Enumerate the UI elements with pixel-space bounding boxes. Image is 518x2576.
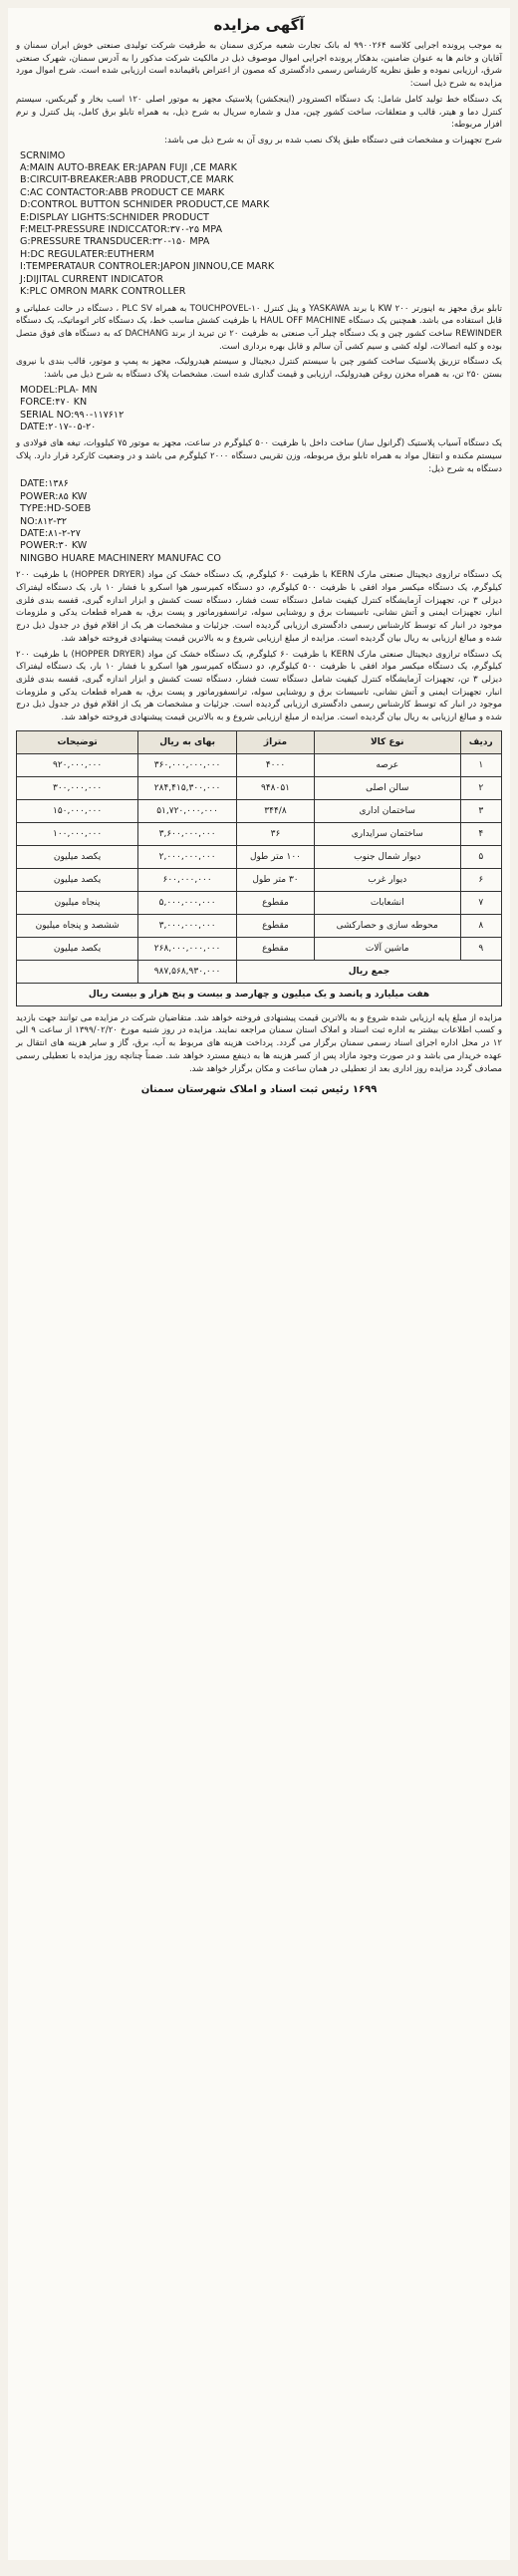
spec-line: POWER:۸۵ KW <box>20 490 88 502</box>
table-cell: دیوار غرب <box>314 868 460 891</box>
table-cell: ۹۲۰,۰۰۰,۰۰۰ <box>17 753 138 776</box>
table-cell: ۱۰۰ متر طول <box>237 845 315 868</box>
total-spacer <box>17 960 138 983</box>
footer-paragraph: مزایده از مبلغ پایه ارزیابی شده شروع و به بالاترین قیمت پیشنهادی فروخته خواهد شد. متقاضیان شرکت در مزایده می توانند جهت بازدید و کسب اطلاعات بیشتر به اداره ثبت اسناد و املاک استان سمنان مراجعه نمایند. مزایده در روز شنبه مورخ ۱۳۹۹/۰۲/۲۰ از ساعت ۹ الی ۱۲ در محل اداره اجرای اسناد رسمی سمنان برگزار می گردد. پرداخت هزینه های مربوط به آب، برق، گاز و سایر هزینه های انتقال بر عهده خریدار می باشد و در صورت وجود مازاد پس از کسر هزینه ها به ذینفع مسترد خواهد شد. ضمناً چنانچه روز مزایده با تعطیلی رسمی مصادف گردد مزایده روز اداری بعد از تعطیلی در همان ساعت و مکان برگزار خواهد شد. <box>16 1012 503 1074</box>
table-cell: ۳ <box>460 799 501 822</box>
table-cell: ۷ <box>460 891 501 914</box>
notice-title: آگهی مزایده <box>213 16 305 34</box>
table-cell: عرصه <box>314 753 460 776</box>
table-cell: دیوار شمال جنوب <box>314 845 460 868</box>
table-cell: ششصد و پنجاه میلیون <box>17 914 138 937</box>
table-cell: ۳,۰۰۰,۰۰۰,۰۰۰ <box>138 914 237 937</box>
table-row <box>17 776 502 799</box>
assets-table-wrap <box>16 730 502 1006</box>
table-cell: مقطوع <box>237 937 315 960</box>
spec-line: A:MAIN AUTO-BREAK ER:JAPAN FUJI ,CE MARK <box>20 162 237 174</box>
table-cell: سالن اصلی <box>314 776 460 799</box>
table-cell: ساختمان اداری <box>314 799 460 822</box>
table-header-cell: توضیحات <box>17 730 138 753</box>
spec-list-2 <box>16 385 502 434</box>
table-cell: ۱ <box>460 753 501 776</box>
table-row <box>17 753 502 776</box>
spec-line: NINGBO HUARE MACHINERY MANUFAC CO <box>20 552 221 564</box>
table-cell: ۳۶۰,۰۰۰,۰۰۰,۰۰۰ <box>138 753 237 776</box>
spec-line: I:TEMPERATAUR CONTROLER:JAPON JINNOU,CE MARK <box>20 261 275 273</box>
table-cell: ۹ <box>460 937 501 960</box>
table-cell: پنجاه میلیون <box>17 891 138 914</box>
table-cell: یکصد میلیون <box>17 845 138 868</box>
spec-line: J:DIJITAL CURRENT INDICATOR <box>20 273 164 285</box>
body-paragraph: یک دستگاه ترازوی دیجیتال صنعتی مارک KERN با ظرفیت ۶۰ کیلوگرم، یک دستگاه خشک کن مواد (HOPPER DRYER) با ظرفیت ۲۰۰ کیلوگرم، یک دستگاه میکسر مواد افقی با ظرفیت ۵۰۰ کیلوگرم، دو دستگاه کمپرسور هوا اسکرو با فشار ۱۰ بار، یک دستگاه لیفتراک دیزلی ۳ تن، تجهیزات آزمایشگاه کنترل کیفیت شامل دستگاه تست فشار، دستگاه تست کشش و ابزار اندازه گیری، قفسه بندی فلزی انبار، تجهیزات ایمنی و آتش نشانی، تاسیسات برق و روشنایی سوله، ترانسفورماتور و پست برق، به همراه قطعات یدکی و ملزومات موجود در انبار که توسط کارشناس رسمی دادگستری ارزیابی گردیده است. جزئیات و مشخصات هر یک از اقلام فوق در جدول ذیل درج شده و مبالغ ارزیابی به ریال بیان گردیده است. مزایده از مبلغ ارزیابی شروع و به بالاترین قیمت پیشنهادی فروخته خواهد شد. <box>16 570 502 644</box>
table-row <box>17 937 502 960</box>
table-row <box>17 868 502 891</box>
table-cell: ۳,۶۰۰,۰۰۰,۰۰۰ <box>138 822 237 845</box>
spec-line: TYPE:HD-SOEB <box>20 503 92 515</box>
table-cell: ۶۰۰,۰۰۰,۰۰۰ <box>138 868 237 891</box>
table-header-row <box>17 730 502 753</box>
table-cell: ۲۶۸,۰۰۰,۰۰۰,۰۰۰ <box>138 937 237 960</box>
table-row <box>17 799 502 822</box>
table-total-row <box>17 960 502 983</box>
table-cell: ۱۰۰,۰۰۰,۰۰۰ <box>17 822 138 845</box>
table-cell: ۵,۰۰۰,۰۰۰,۰۰۰ <box>138 891 237 914</box>
signature: ۱۶۹۹ رئیس ثبت اسناد و املاک شهرستان سمنان <box>140 1083 378 1095</box>
table-cell: ۳۶ <box>237 822 315 845</box>
total-value: ۹۸۷,۵۶۸,۹۳۰,۰۰۰ <box>138 960 237 983</box>
spec-line: MODEL:PLA- MN <box>20 384 98 396</box>
table-cell: یکصد میلیون <box>17 868 138 891</box>
table-cell: ۲ <box>460 776 501 799</box>
table-row <box>17 914 502 937</box>
spec-line: SCRNIMO <box>20 149 66 161</box>
intro-paragraph: یک دستگاه خط تولید کامل شامل: یک دستگاه اکسترودر (اینجکشن) پلاستیک مجهز به موتور اصلی ۱۲۰ اسب بخار و گیربکس، سیستم کنترل دما و هیتر، قالب و متعلقات، ساخت کشور چین، مدل و شماره سریال به شرح ذیل، به همراه تابلو برق کامل، پنل کنترل و نرم افزار مربوطه: <box>16 94 502 131</box>
table-header-cell: ردیف <box>460 730 501 753</box>
table-cell: ۳۰ متر طول <box>237 868 315 891</box>
table-row <box>17 845 502 868</box>
table-header-cell: نوع کالا <box>314 730 460 753</box>
table-cell: ساختمان سرایداری <box>314 822 460 845</box>
table-cell: یکصد میلیون <box>17 937 138 960</box>
spec-line: DATE:۱۳۸۶ <box>20 478 69 490</box>
spec-line: C:AC CONTACTOR:ABB PRODUCT CE MARK <box>20 186 225 198</box>
spec-list-1 <box>16 150 502 299</box>
table-cell: ۸ <box>460 914 501 937</box>
table-row <box>17 822 502 845</box>
body-paragraph: تابلو برق مجهز به اینورتر KW ۲۰۰ با برند YASKAWA و پنل کنترل TOUCHPOVEL-۱۰ به همراه PLC SV ، دستگاه در حالت عملیاتی و قابل استفاده می باشد. همچنین یک دستگاه HAUL OFF MACHINE با ظرفیت کشش مناسب خط، یک دستگاه کاتر اتوماتیک، یک دستگاه REWINDER ساخت کشور چین و یک دستگاه چیلر آب صنعتی به ظرفیت ۲۰ تن تبرید از برند DACHANG که به دستگاه های فوق متصل بوده و کلیه اتصالات، لوله کشی و سیم کشی آن سالم و قابل بهره برداری است. <box>16 303 503 352</box>
table-cell: انشعابات <box>314 891 460 914</box>
table-cell: محوطه سازی و حصارکشی <box>314 914 460 937</box>
table-cell: مقطوع <box>237 914 315 937</box>
spec-line: F:MELT-PRESSURE INDICCATOR:۳۷۰-۲۵ MPA <box>20 224 223 236</box>
spec-line: DATE:۲۰۱۷-۰۵-۲۰ <box>20 421 97 432</box>
assets-table <box>16 730 502 1006</box>
spec-line: D:CONTROL BUTTON SCHNIDER PRODUCT,CE MARK <box>20 199 270 211</box>
table-cell: ۲,۰۰۰,۰۰۰,۰۰۰ <box>138 845 237 868</box>
intro-paragraph: شرح تجهیزات و مشخصات فنی دستگاه طبق پلاک نصب شده بر روی آن به شرح ذیل می باشد: <box>164 135 502 145</box>
newspaper-notice <box>8 8 510 2560</box>
spec-line: H:DC REGULATER:EUTHERM <box>20 248 154 260</box>
table-header-cell: متراژ <box>237 730 315 753</box>
spec-line: K:PLC OMRON MARK CONTROLLER <box>20 286 186 298</box>
table-row <box>17 891 502 914</box>
body-paragraph: یک دستگاه آسیاب پلاستیک (گرانول ساز) ساخت داخل با ظرفیت ۵۰۰ کیلوگرم در ساعت، مجهز به موتور ۷۵ کیلووات، تیغه های فولادی و سیستم مکنده و انتقال مواد به همراه تابلو برق مربوطه، وزن تقریبی دستگاه ۲۰۰۰ کیلوگرم می باشد و در وضعیت کارکرد قرار دارد. پلاک دستگاه به شرح ذیل: <box>16 438 502 474</box>
spec-list-3 <box>16 478 502 565</box>
table-cell: ۴ <box>460 822 501 845</box>
table-cell: ۳۴۴/۸ <box>237 799 315 822</box>
table-cell: ۵۱,۷۲۰,۰۰۰,۰۰۰ <box>138 799 237 822</box>
total-label: جمع ریال <box>237 960 502 983</box>
table-cell: ۶ <box>460 868 501 891</box>
spec-line: DATE:۸۱-۲-۲۷ <box>20 528 81 540</box>
spec-line: POWER:۳۰ KW <box>20 540 88 552</box>
table-cell: ۲۸۴,۴۱۵,۳۰۰,۰۰۰ <box>138 776 237 799</box>
table-header-cell: بهای به ریال <box>138 730 237 753</box>
table-cell: ۱۵۰,۰۰۰,۰۰۰ <box>17 799 138 822</box>
spec-line: B:CIRCUIT-BREAKER:ABB PRODUCT,CE MARK <box>20 174 234 186</box>
table-words-row <box>17 983 502 1005</box>
table-cell: ۴۰۰۰ <box>237 753 315 776</box>
body-paragraph: یک دستگاه تزریق پلاستیک ساخت کشور چین با سیستم کنترل دیجیتال و سیستم هیدرولیک، مجهز به پمپ و موتور، قالب بندی با نیروی بستن ۲۵۰ تن، به همراه مخزن روغن هیدرولیک، ارزیابی و قیمت گذاری شده است. مشخصات پلاک دستگاه به شرح ذیل می باشد: <box>16 357 502 381</box>
total-words: هفت میلیارد و پانصد و یک میلیون و چهارصد و بیست و پنج هزار و بیست ریال <box>17 983 502 1005</box>
spec-line: G:PRESSURE TRANSDUCER:۳۲۰-۱۵۰ MPA <box>20 236 210 248</box>
spec-line: SERIAL NO:۹۹۰-۱۱۷۶۱۲ <box>20 409 125 421</box>
table-cell: مقطوع <box>237 891 315 914</box>
table-cell: ۹۴۸۰۵۱ <box>237 776 315 799</box>
spec-line: E:DISPLAY LIGHTS:SCHNIDER PRODUCT <box>20 211 209 223</box>
table-cell: ماشین آلات <box>314 937 460 960</box>
body-paragraph: یک دستگاه ترازوی دیجیتال صنعتی مارک KERN با ظرفیت ۶۰ کیلوگرم، یک دستگاه خشک کن مواد (HOPPER DRYER) با ظرفیت ۲۰۰ کیلوگرم، یک دستگاه میکسر مواد افقی با ظرفیت ۵۰۰ کیلوگرم، دو دستگاه کمپرسور هوا اسکرو با فشار ۱۰ بار، یک دستگاه لیفتراک دیزلی ۳ تن، تجهیزات آزمایشگاه کنترل کیفیت شامل دستگاه تست فشار، دستگاه تست کشش و ابزار اندازه گیری، قفسه بندی فلزی انبار، تجهیزات ایمنی و آتش نشانی، تاسیسات برق و روشنایی سوله، ترانسفورماتور و پست برق، به همراه قطعات یدکی و ملزومات موجود در انبار که توسط کارشناس رسمی دادگستری ارزیابی گردیده است. جزئیات و مشخصات هر یک از اقلام فوق در جدول ذیل درج شده و مبالغ ارزیابی به ریال بیان گردیده است. مزایده از مبلغ ارزیابی شروع و به بالاترین قیمت پیشنهادی فروخته خواهد شد. <box>16 649 502 723</box>
table-cell: ۵ <box>460 845 501 868</box>
table-cell: ۳۰۰,۰۰۰,۰۰۰ <box>17 776 138 799</box>
spec-line: NO:۸۱۲-۳۲ <box>20 515 68 527</box>
spec-line: FORCE:۴۷۰ KN <box>20 397 88 409</box>
intro-paragraph: به موجب پرونده اجرایی کلاسه ۹۹۰۰۲۶۴ له بانک تجارت شعبه مرکزی سمنان به طرفیت شرکت تولیدی صنعتی خوش ایران سمنان و آقایان و خانم ها به عنوان ضامنین، بدهکار پرونده اجرایی اموال موصوف ذیل در مالکیت شرکت مذکور را به آدرس سمنان، شهرک صنعتی شرق، ارزیابی نموده و طبق نظریه کارشناس رسمی دادگستری که مصون از اعتراض باقیمانده است ارزیابی شده است. شرح اموال مورد مزایده به شرح ذیل است: <box>16 41 502 90</box>
